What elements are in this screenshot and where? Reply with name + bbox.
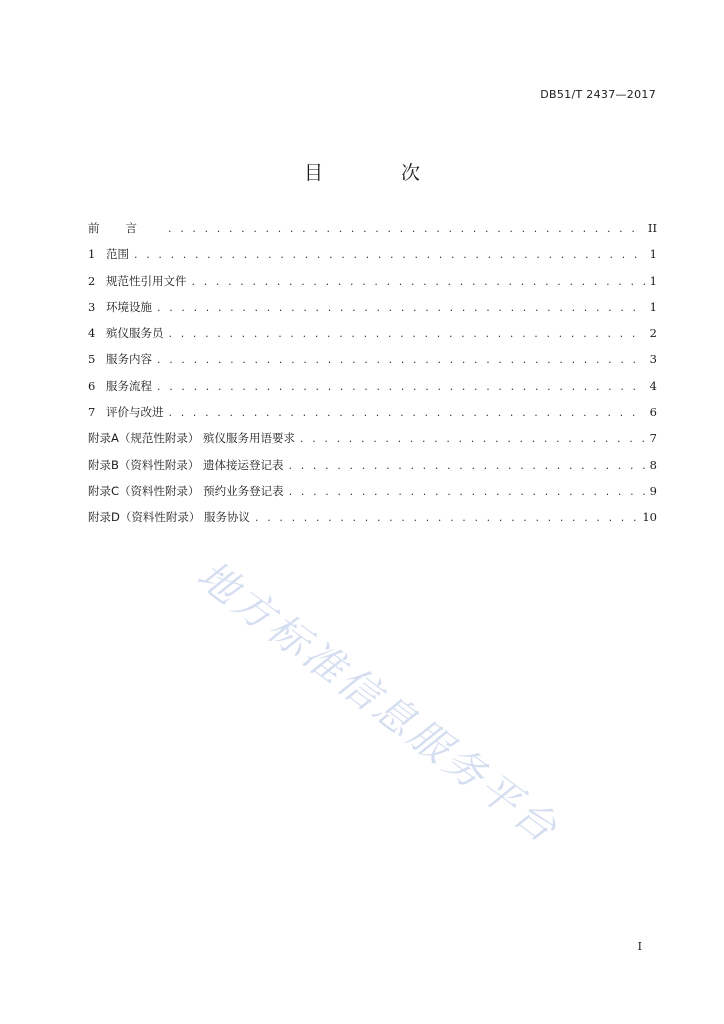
toc-entry-page: 10 — [642, 510, 657, 525]
toc-entry-label: 前言 — [88, 221, 163, 235]
toc-entry-page: 9 — [649, 483, 657, 498]
toc-entry-page: 7 — [649, 431, 657, 446]
toc-entry-label: 规范性引用文件 — [106, 273, 187, 288]
dot-leader — [289, 479, 645, 505]
toc-entry-page: 1 — [649, 273, 657, 288]
toc-entry-page: 1 — [649, 299, 657, 314]
toc-entry-foreword[interactable] — [88, 215, 657, 241]
toc-entry-page: 1 — [649, 247, 657, 262]
toc-entry-number: 2 — [88, 273, 96, 288]
toc-entry-label: 附录D（资料性附录） 服务协议 — [88, 510, 251, 525]
standard-code: DB51/T 2437—2017 — [540, 88, 656, 101]
toc-entry-page: 3 — [649, 352, 657, 367]
toc-entry-evaluation[interactable] — [88, 399, 657, 425]
toc-entry-number: 1 — [88, 247, 96, 262]
toc-entry-label: 环境设施 — [106, 299, 152, 314]
dot-leader — [255, 505, 637, 531]
dot-leader — [157, 295, 645, 321]
toc-entry-appendix-b[interactable] — [88, 452, 657, 478]
toc-entry-appendix-c[interactable] — [88, 478, 657, 504]
toc-entry-label: 服务内容 — [106, 352, 152, 367]
toc-entry-number: 5 — [88, 352, 96, 367]
toc-entry-page: 2 — [649, 326, 657, 341]
toc-entry-page: 4 — [649, 378, 657, 393]
toc-entry-number: 3 — [88, 299, 96, 314]
dot-leader — [192, 269, 645, 295]
toc-entry-page: II — [647, 221, 657, 235]
toc-entry-label: 附录A（规范性附录） 殡仪服务用语要求 — [88, 431, 296, 446]
toc-entry-number: 6 — [88, 378, 96, 393]
toc-entry-normative-references[interactable] — [88, 268, 657, 294]
toc-entry-scope[interactable] — [88, 241, 657, 267]
dot-leader — [169, 400, 645, 426]
dot-leader — [134, 242, 645, 268]
dot-leader — [300, 426, 645, 452]
toc-entry-page: 6 — [649, 405, 657, 420]
toc-entry-facilities[interactable] — [88, 294, 657, 320]
toc-entry-label: 评价与改进 — [106, 405, 164, 420]
toc-entry-label: 殡仪服务员 — [106, 326, 164, 341]
toc-entry-service-content[interactable] — [88, 346, 657, 372]
toc-entry-label: 附录B（资料性附录） 遗体接运登记表 — [88, 457, 284, 472]
dot-leader — [168, 216, 643, 242]
table-of-contents — [88, 215, 657, 531]
dot-leader — [169, 321, 645, 347]
toc-entry-page: 8 — [649, 457, 657, 472]
toc-entry-label: 附录C（资料性附录） 预约业务登记表 — [88, 483, 284, 498]
toc-entry-number: 7 — [88, 405, 96, 420]
page-title: 目 次 — [303, 162, 457, 184]
dot-leader — [289, 453, 645, 479]
toc-entry-appendix-d[interactable] — [88, 504, 657, 530]
toc-entry-appendix-a[interactable] — [88, 425, 657, 451]
dot-leader — [157, 347, 645, 373]
page-number: I — [637, 940, 642, 953]
toc-entry-number: 4 — [88, 326, 96, 341]
toc-entry-staff[interactable] — [88, 320, 657, 346]
toc-entry-label: 服务流程 — [106, 378, 152, 393]
dot-leader — [157, 374, 645, 400]
toc-entry-service-process[interactable] — [88, 373, 657, 399]
watermark: 地方标准信息服务平台 — [188, 552, 568, 854]
toc-entry-label: 范围 — [106, 247, 129, 262]
